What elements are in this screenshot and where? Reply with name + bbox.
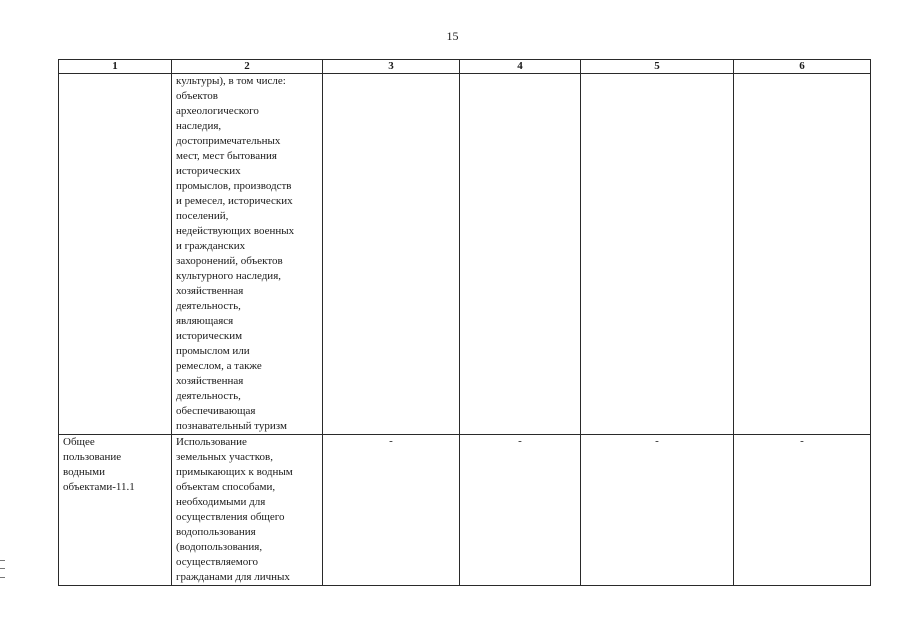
margin-binding-mark [0,560,5,578]
column-header-6: 6 [734,60,871,74]
cell-use-type-name: Общее пользование водными объектами-11.1 [59,435,172,586]
column-header-2: 2 [172,60,323,74]
cell-col-5: - [581,435,734,586]
cell-col-3 [323,74,460,435]
cell-col-4 [460,74,581,435]
cell-col-6: - [734,435,871,586]
cell-col-5 [581,74,734,435]
page-number: 15 [446,29,459,43]
table-header-row [59,60,871,74]
cell-use-type-name [59,74,172,435]
cell-col-6 [734,74,871,435]
column-header-4: 4 [460,60,581,74]
column-header-5: 5 [581,60,734,74]
table-row [59,74,871,435]
document-table [58,59,871,586]
cell-use-type-description: культуры), в том числе: объектов археологического наследия, достопримечательных мест, мест бытования исторических промыслов, производств и ремесел, исторических поселений, недействующих военных и гражданских захоронений, объектов культурного наследия, хозяйственная деятельность, являющаяся историческим промыслом или ремеслом, а также хозяйственная деятельность, обеспечивающая познавательный туризм [172,74,323,435]
table-row [59,435,871,586]
cell-use-type-description: Использование земельных участков, примыкающих к водным объектам способами, необходимыми для осуществления общего водопользования (водопользования, осуществляемого гражданами для личных [172,435,323,586]
column-header-1: 1 [59,60,172,74]
cell-col-3: - [323,435,460,586]
cell-col-4: - [460,435,581,586]
column-header-3: 3 [323,60,460,74]
